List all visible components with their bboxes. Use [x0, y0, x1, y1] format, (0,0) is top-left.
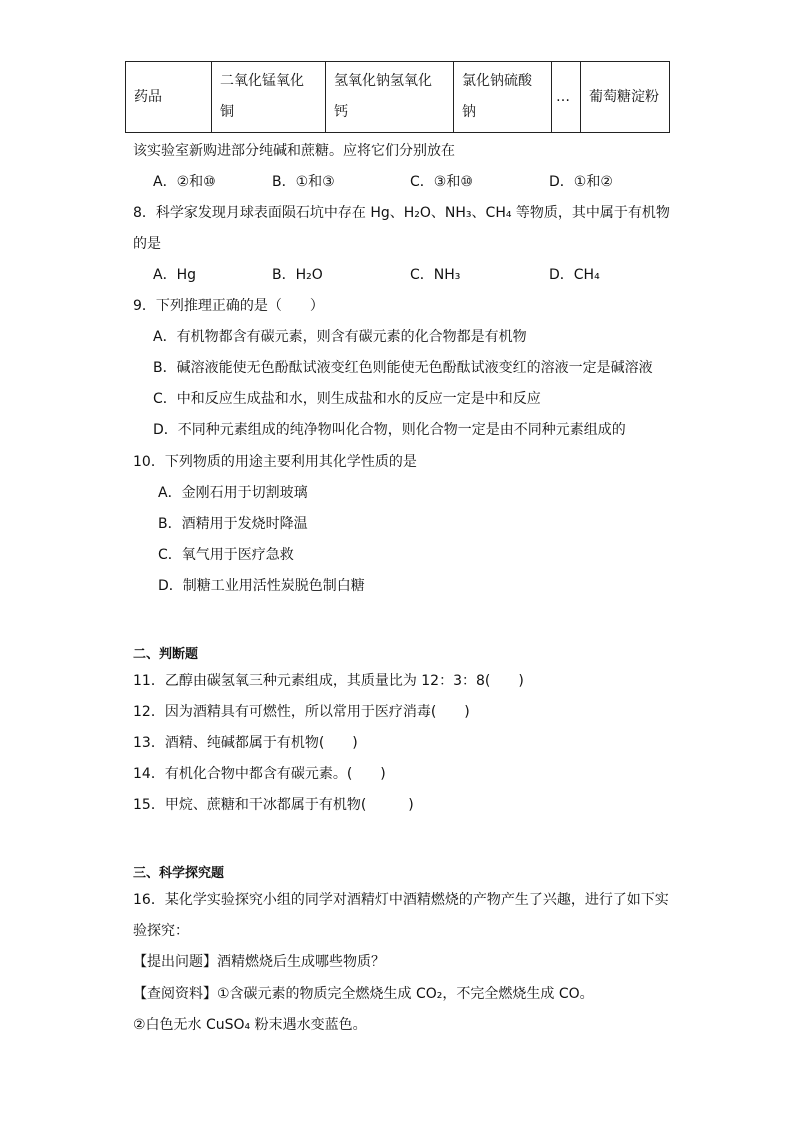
question-8-option-d: D．CH₄ — [549, 267, 600, 283]
section-3-heading: 三、科学探究题 — [133, 866, 225, 881]
question-8-stem: 8．科学家发现月球表面陨石坑中存在 Hg、H₂O、NH₃、CH₄ 等物质，其中属于有机物 — [133, 205, 670, 221]
question-9-option-a: A．有机物都含有碳元素，则含有碳元素的化合物都是有机物 — [153, 329, 527, 345]
question-14: 14．有机化合物中都含有碳元素。( ) — [133, 766, 386, 782]
question-10-option-b: B．酒精用于发烧时降温 — [158, 516, 308, 532]
question-7-option-a: A．②和⑩ — [153, 174, 216, 190]
question-8-option-b: B．H₂O — [272, 267, 323, 283]
section-2-heading: 二、判断题 — [133, 647, 199, 662]
question-16-problem: 【提出问题】酒精燃烧后生成哪些物质？ — [133, 954, 385, 970]
table-row — [126, 62, 670, 133]
table-cell: 氢氧化钠氢氧化钙 — [326, 62, 454, 133]
question-13: 13．酒精、纯碱都属于有机物( ) — [133, 735, 358, 751]
table-cell: 氯化钠硫酸钠 — [454, 62, 552, 133]
question-8-option-a: A．Hg — [153, 267, 196, 283]
question-9-option-d: D．不同种元素组成的纯净物叫化合物，则化合物一定是由不同种元素组成的 — [153, 422, 626, 438]
question-7-stem: 该实验室新购进部分纯碱和蔗糖。应将它们分别放在 — [133, 143, 455, 159]
question-11: 11．乙醇由碳氢氧三种元素组成，其质量比为 12：3：8( ) — [133, 673, 524, 689]
question-7-option-b: B．①和③ — [272, 174, 335, 190]
question-10-option-d: D．制糖工业用活性炭脱色制白糖 — [158, 578, 365, 594]
reagent-table — [125, 61, 670, 133]
question-9-option-c: C．中和反应生成盐和水，则生成盐和水的反应一定是中和反应 — [153, 391, 541, 407]
table-cell: 葡萄糖淀粉 — [581, 62, 670, 133]
question-16-info-2: ②白色无水 CuSO₄ 粉末遇水变蓝色。 — [133, 1017, 367, 1033]
question-7-option-d: D．①和② — [549, 174, 613, 190]
question-7-option-c: C．③和⑩ — [410, 174, 473, 190]
question-10-stem: 10．下列物质的用途主要利用其化学性质的是 — [133, 454, 417, 470]
question-10-option-c: C．氧气用于医疗急救 — [158, 547, 294, 563]
question-9-option-b: B．碱溶液能使无色酚酞试液变红色则能使无色酚酞试液变红的溶液一定是碱溶液 — [153, 360, 653, 376]
question-15: 15．甲烷、蔗糖和干冰都属于有机物( ) — [133, 797, 414, 813]
question-16-info-1: 【查阅资料】①含碳元素的物质完全燃烧生成 CO₂，不完全燃烧生成 CO。 — [133, 986, 594, 1002]
table-cell: … — [552, 62, 581, 133]
question-8-stem-cont: 的是 — [133, 236, 161, 252]
question-16-stem: 16．某化学实验探究小组的同学对酒精灯中酒精燃烧的产物产生了兴趣，进行了如下实 — [133, 892, 669, 908]
table-cell-header: 药品 — [126, 62, 212, 133]
question-16-stem-cont: 验探究： — [133, 923, 189, 939]
question-9-stem: 9．下列推理正确的是（ ） — [133, 298, 324, 314]
question-10-option-a: A．金刚石用于切割玻璃 — [158, 485, 308, 501]
question-12: 12．因为酒精具有可燃性，所以常用于医疗消毒( ) — [133, 704, 470, 720]
question-8-option-c: C．NH₃ — [410, 267, 461, 283]
table-cell: 二氧化锰氧化铜 — [212, 62, 326, 133]
